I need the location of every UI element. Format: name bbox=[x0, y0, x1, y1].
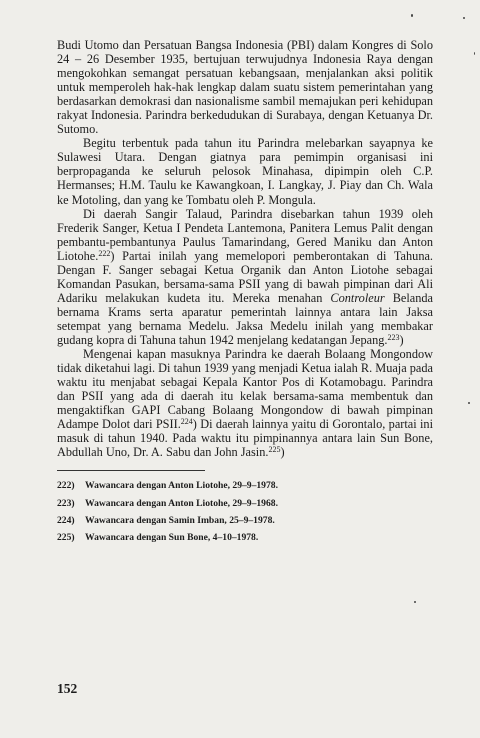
footnote-ref[interactable]: 224 bbox=[180, 417, 193, 427]
paragraph-text: ) bbox=[399, 332, 404, 347]
paragraph bbox=[57, 136, 433, 206]
footnote-number: 222) bbox=[57, 480, 75, 492]
footnote bbox=[57, 477, 433, 494]
footnote-list bbox=[57, 477, 433, 546]
footnote-number: 225) bbox=[57, 532, 75, 544]
footnote-text: Wawancara dengan Sun Bone, 4–10–1978. bbox=[85, 532, 259, 544]
footnote-ref[interactable]: 223 bbox=[387, 332, 400, 342]
footnote bbox=[57, 529, 433, 546]
scan-speck bbox=[463, 17, 465, 19]
paragraph-text: Mengenai kapan masuknya Parindra ke daerah Bolaang Mongondow tidak diketahui lagi. Di tahun 1939 yang menjadi Ketua ialah R. Muaja pada waktu itu menjabat sebagai Kepala Kantor Pos di Kotamobagu. Parindra dan PSII yang ada di daerah itu kelak bersama-sama membentuk dan mengaktifkan GAPI Cabang Bolaang Mongondow di bawah pimpinan Adampe Dolot dari PSII. bbox=[57, 347, 433, 432]
page-number: 152 bbox=[57, 681, 78, 696]
paragraph-text: Di daerah Sangir Talaud, Parindra disebarkan tahun 1939 oleh Frederik Sanger, Ketua I Pendeta Lantemona, Panitera Lemus Palit dengan pembantu-pembantunya Paulus Tamarindang, Gered Maniku dan Anton Liotohe. bbox=[57, 206, 433, 263]
footnote-number: 224) bbox=[57, 515, 75, 526]
footnote-text: Wawancara dengan Samin Imban, 25–9–1978. bbox=[85, 515, 275, 526]
paragraph-text: ) Di daerah lainnya yaitu di Gorontalo, partai ini masuk di tahun 1940. Pada waktu itu pimpinannya antara lain Sun Bone, Abdullah Uno, Dr. A. Sabu dan John Jasin. bbox=[57, 417, 433, 460]
paragraph-text: Begitu terbentuk pada tahun itu Parindra melebarkan sayapnya ke Sulawesi Utara. Dengan giatnya para pemimpin organisasi ini berpropaganda ke seluruh pelosok Minahasa, dipimpin oleh C.P. Hermanses; H.M. Taulu ke Kawangkoan, I. Langkay, J. Piay dan Ch. Wala ke Motoling, dan yang ke Tombatu oleh P. Mongula. bbox=[57, 136, 433, 207]
footnote-text: Wawancara dengan Anton Liotohe, 29–9–1978. bbox=[85, 480, 278, 492]
paragraph-text: Budi Utomo dan Persatuan Bangsa Indonesia (PBI) dalam Kongres di Solo 24 – 26 Desember 1935, bertujuan terwujudnya Indonesia Raya dengan mengokohkan semangat persatuan kebangsaan, menjalankan aksi politik untuk memperoleh hak-hak lengkap dalam suatu sistem pemerintahan yang berdasarkan demokrasi dan nasionalisme sambil memajukan peri kehidupan rakyat Indonesia. Parindra berkedudukan di Surabaya, dengan Ketuanya Dr. Sutomo. bbox=[57, 38, 433, 137]
paragraph bbox=[57, 347, 433, 459]
footnote-number: 223) bbox=[57, 497, 75, 509]
scan-speck bbox=[474, 52, 475, 55]
footnote-text: Wawancara dengan Anton Liotohe, 29–9–1968. bbox=[85, 497, 278, 509]
paragraph-text: Belanda bernama Krams serta aparatur pemerintah lainnya antara lain Jaksa setempat yang bernama Medelu. Jaksa Medelu inilah yang membakar gudang kopra di Tahuna tahun 1942 menjelang kedatangan Jepang. bbox=[57, 290, 433, 347]
footnote bbox=[57, 495, 433, 512]
paragraph bbox=[57, 207, 433, 347]
footnote bbox=[57, 512, 433, 529]
paragraph-text: ) bbox=[280, 445, 285, 460]
footnote-ref[interactable]: 222 bbox=[98, 248, 111, 258]
footnote-divider bbox=[57, 470, 205, 471]
footnote-ref[interactable]: 225 bbox=[268, 445, 281, 455]
italic-term: Controleur bbox=[330, 290, 385, 305]
paragraph-text: ) Partai inilah yang memelopori pemberontakan di Tahuna. Dengan F. Sanger sebagai Ketua Organik dan Anton Liotohe sebagai Komandan Pasukan, bersama-sama PSII yang di bawah pimpinan dari Ali Adariku melakukan kudeta itu. Mereka menahan bbox=[57, 248, 433, 305]
scan-speck bbox=[468, 402, 470, 404]
scan-speck bbox=[414, 601, 416, 603]
paragraph bbox=[57, 38, 433, 136]
scan-speck bbox=[411, 14, 413, 17]
page-body bbox=[57, 38, 433, 547]
